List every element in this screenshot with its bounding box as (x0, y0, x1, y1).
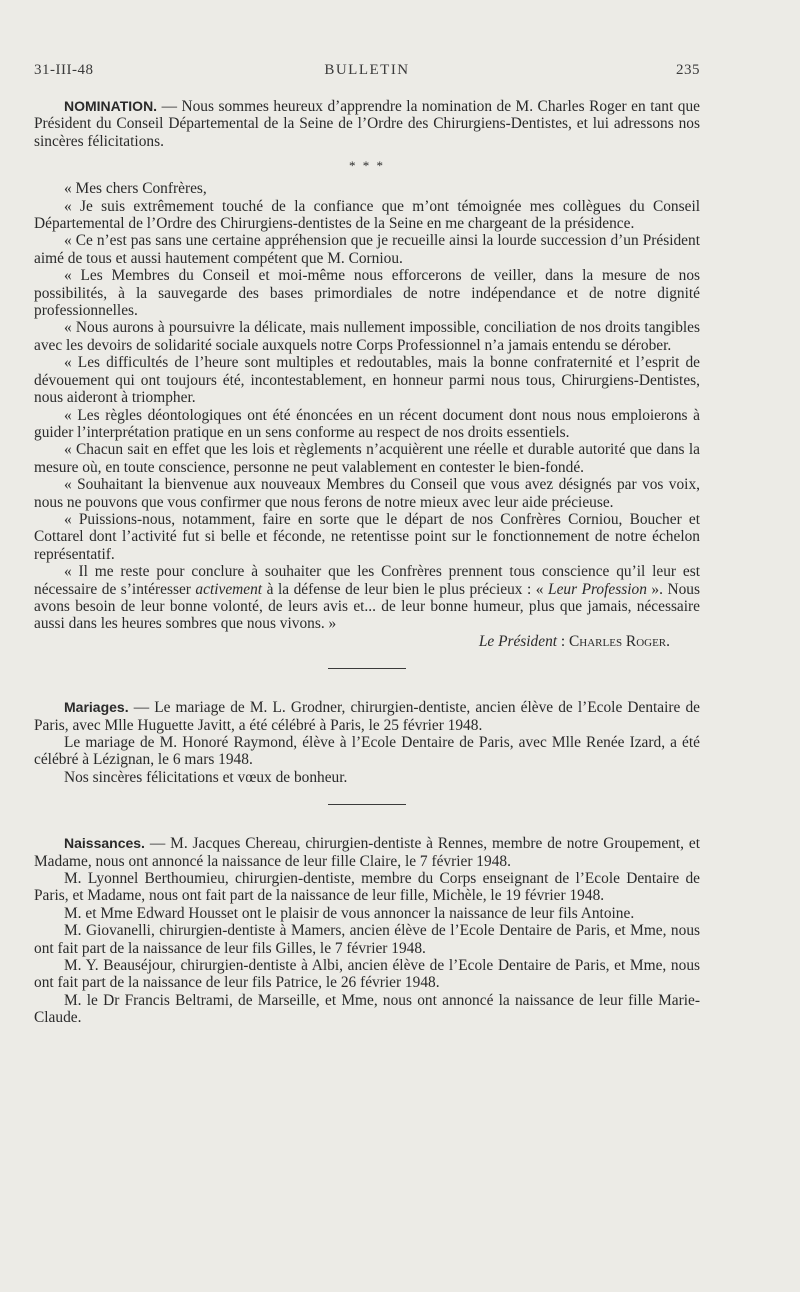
nomination-text: — Nous sommes heureux d’apprendre la nomination de M. Charles Roger en tant que Président du Conseil Départemental de la Seine de l’Ordre des Chirurgiens-Dentistes, et lui adressons nos sincères félicitations. (34, 98, 700, 150)
nomination-heading: NOMINATION. (64, 98, 158, 114)
mariages-paragraph (34, 699, 700, 734)
letter-paragraph: « Les difficultés de l’heure sont multiples et redoutables, mais la bonne confraternité et l’esprit de dévouement qui ont toujours été, incontestablement, en honneur parmi nous tous, Chirurgiens-Dentistes, nous aideront à triompher. (34, 354, 700, 407)
letter-paragraph: « Les règles déontologiques ont été énoncées en un récent document dont nous nous emploierons à guider l’interprétation pratique en un sens conforme au respect de nos droits essentiels. (34, 406, 700, 441)
signature-name: : Charles Roger. (557, 632, 670, 650)
last-paragraph-part2: à la défense de leur bien le plus précieux : « (262, 580, 549, 598)
header-date: 31-III-48 (34, 62, 94, 78)
section-divider (328, 668, 406, 669)
letter-paragraph: « Souhaitant la bienvenue aux nouveaux Membres du Conseil que vous avez désignés par vos voix, nous ne pouvons que vous confirmer que nous ferons de notre mieux avec leur aide précieuse. (34, 476, 700, 511)
naissances-text: — M. Jacques Chereau, chirurgien-dentiste à Rennes, membre de notre Groupement, et Madame, nous ont annoncé la naissance de leur fille Claire, le 7 février 1948. (34, 835, 700, 870)
running-header (34, 62, 700, 82)
naissances-heading: Naissances. (64, 835, 145, 852)
letter-signature (34, 633, 700, 650)
letter-paragraph: « Je suis extrêmement touché de la confiance que m’ont témoignée mes collègues du Conseil Départemental de l’Ordre des Chirurgiens-dentistes de la Seine en me chargeant de la présidence. (34, 197, 700, 233)
signature-role: Le Président (478, 632, 558, 650)
letter-paragraph: « Puissions-nous, notamment, faire en sorte que le départ de nos Confrères Corniou, Boucher et Cottarel dont l’activité fut si belle et féconde, ne retentisse point sur le fonctionnement de notre échelon représentatif. (34, 510, 700, 563)
last-paragraph-part3: ». Nous avons besoin de leur bonne volonté, de leurs avis et... de leur bonne humeur, plus que jamais, nécessaire aussi dans les heures sombres que nous vivons. » (34, 580, 700, 633)
letter-paragraph: « Chacun sait en effet que les lois et règlements n’acquièrent une réelle et durable autorité que dans la mesure où, en toute conscience, personne ne peut valablement en contester le bien-fondé. (34, 441, 700, 476)
last-paragraph-part1: « Il me reste pour conclure à souhaiter que les Confrères prennent tous conscience qu’il leur est nécessaire de s’intéresser (34, 563, 700, 598)
last-paragraph-emphasis2: Leur Profession (548, 580, 647, 598)
page-body (34, 98, 700, 1027)
naissances-paragraph: M. Giovanelli, chirurgien-dentiste à Mamers, ancien élève de l’Ecole Dentaire de Paris, et Mme, nous ont fait part de la naissance de leur fils Gilles, le 7 février 1948. (34, 922, 700, 957)
naissances-paragraph (34, 835, 700, 870)
mariages-paragraph: Nos sincères félicitations et vœux de bonheur. (64, 768, 348, 786)
mariages-heading: Mariages. (64, 699, 129, 716)
naissances-paragraph: M. et Mme Edward Housset ont le plaisir de vous annoncer la naissance de leur fils Antoine. (64, 904, 635, 922)
section-stars: * * * (349, 158, 385, 174)
letter-paragraph: « Nous aurons à poursuivre la délicate, mais nullement impossible, conciliation de nos droits tangibles avec les devoirs de solidarité sociale auxquels notre Corps Professionnel n’a jamais entendu se dérober. (34, 319, 700, 354)
naissances-paragraph: M. Y. Beauséjour, chirurgien-dentiste à Albi, ancien élève de l’Ecole Dentaire de Paris, et Mme, nous ont fait part de la naissance de leur fils Patrice, le 26 février 1948. (34, 957, 700, 992)
last-paragraph-emphasis: activement (195, 580, 263, 598)
naissances-paragraph: M. le Dr Francis Beltrami, de Marseille, et Mme, nous ont annoncé la naissance de leur fille Marie-Claude. (34, 991, 700, 1027)
section-divider (328, 804, 406, 805)
mariages-text: — Le mariage de M. L. Grodner, chirurgien-dentiste, ancien élève de l’Ecole Dentaire de Paris, avec Mlle Huguette Javitt, a été célébré à Paris, le 25 février 1948. (34, 699, 700, 734)
letter-paragraph: « Les Membres du Conseil et moi-même nous efforcerons de veiller, dans la mesure de nos possibilités, à la sauvegarde des bases primordiales de notre indépendance et de notre dignité professionnelles. (34, 267, 700, 320)
mariages-paragraph: Le mariage de M. Honoré Raymond, élève à l’Ecole Dentaire de Paris, avec Mlle Renée Izard, a été célébré à Lézignan, le 6 mars 1948. (34, 734, 700, 769)
nomination-paragraph (34, 98, 700, 150)
page-number: 235 (676, 62, 700, 78)
letter-paragraph: « Ce n’est pas sans une certaine appréhension que je recueille ainsi la lourde succession d’un Président aimé de tous et aussi hautement compétent que M. Corniou. (34, 232, 700, 267)
letter-greeting: « Mes chers Confrères, (64, 180, 207, 198)
naissances-paragraph: M. Lyonnel Berthoumieu, chirurgien-dentiste, membre du Corps enseignant de l’Ecole Dentaire de Paris, et Madame, nous ont fait part de la naissance de leur fille, Michèle, le 19 février 1948. (34, 870, 700, 905)
header-title: BULLETIN (324, 62, 410, 78)
letter-last-paragraph (34, 563, 700, 633)
